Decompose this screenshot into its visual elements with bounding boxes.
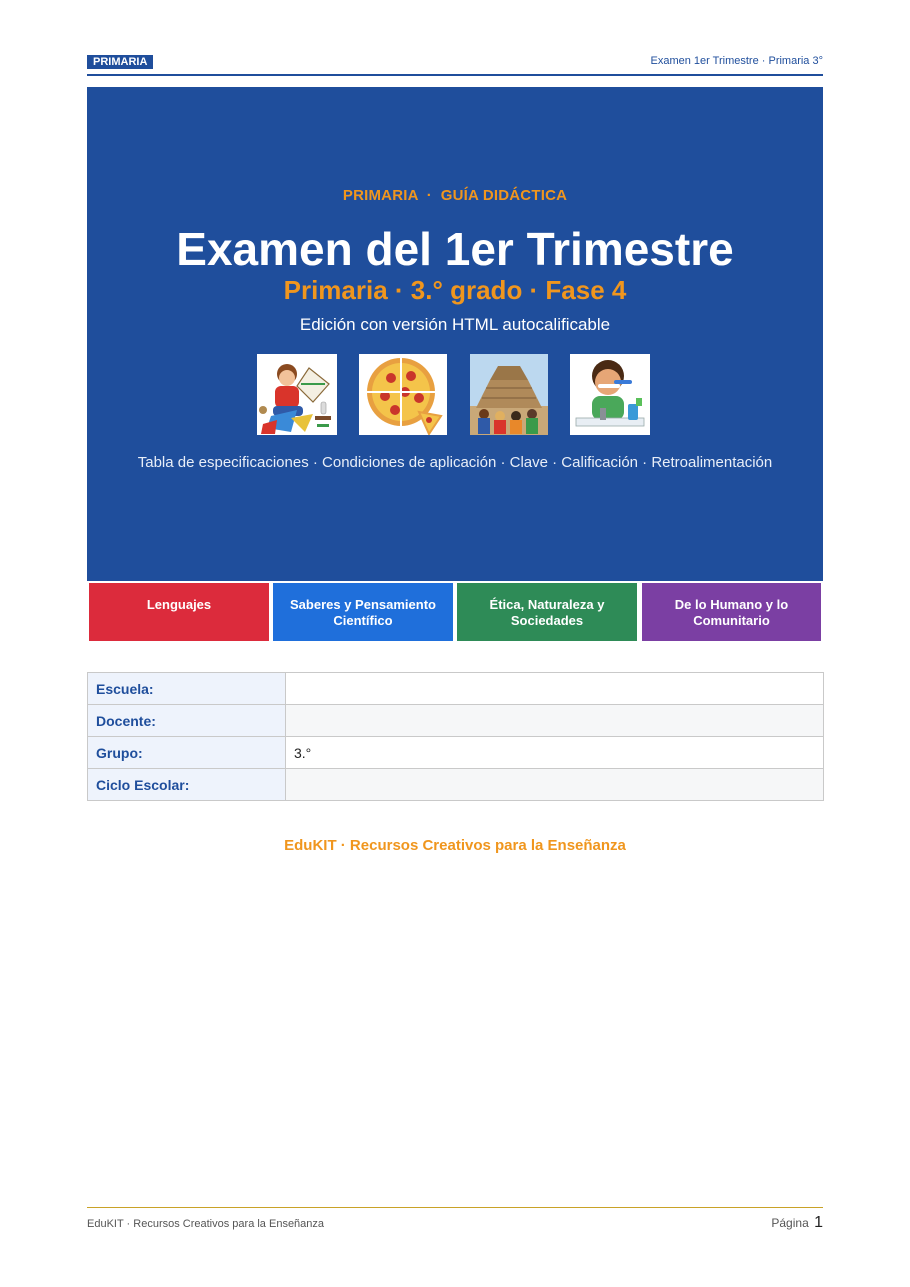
page-footer [87,1207,823,1236]
brand-tagline: EduKIT · Recursos Creativos para la Enseñanza [284,837,626,854]
field-lenguajes: Lenguajes [89,583,269,641]
page-label: Página [771,1216,809,1230]
level-badge: PRIMARIA [87,55,153,69]
table-row [88,769,824,801]
pizza-fractions-illustration [359,354,447,435]
formative-fields [87,583,823,641]
cover-banner [87,87,823,581]
cover-sections-list: Tabla de especificaciones · Condiciones de aplicación · Clave · Calificación · Retroalimentación [137,454,773,471]
page-header [87,54,823,76]
page-number: 1 [814,1214,823,1231]
cover-kicker: PRIMARIA · GUÍA DIDÁCTICA [342,187,568,204]
field-humano: De lo Humano y lo Comunitario [642,583,821,641]
teacher-field[interactable] [286,705,824,737]
cover-edition: Edición con versión HTML autocalificable [299,315,611,334]
cover-title: Examen del 1er Trimestre [176,223,734,275]
table-row [88,737,824,769]
page-indicator [771,1214,823,1232]
cover-subtitle: Primaria · 3.° grado · Fase 4 [283,275,627,305]
child-brushing-teeth-illustration [570,354,650,435]
school-year-label: Ciclo Escolar: [88,769,286,801]
child-with-kite-illustration [257,354,337,435]
group-label: Grupo: [88,737,286,769]
header-exam-title: Examen 1er Trimestre · Primaria 3° [650,55,823,67]
group-field[interactable]: 3.° [286,737,824,769]
school-year-field[interactable] [286,769,824,801]
pyramid-visitors-illustration [470,354,548,435]
footer-brand: EduKIT · Recursos Creativos para la Enseñanza [87,1218,325,1230]
school-info-table [87,672,824,801]
school-label: Escuela: [88,673,286,705]
table-row [88,705,824,737]
cover-image-row [257,354,657,436]
field-etica: Ética, Naturaleza y Sociedades [457,583,637,641]
teacher-label: Docente: [88,705,286,737]
field-saberes: Saberes y Pensamiento Científico [273,583,453,641]
school-field[interactable] [286,673,824,705]
table-row [88,673,824,705]
